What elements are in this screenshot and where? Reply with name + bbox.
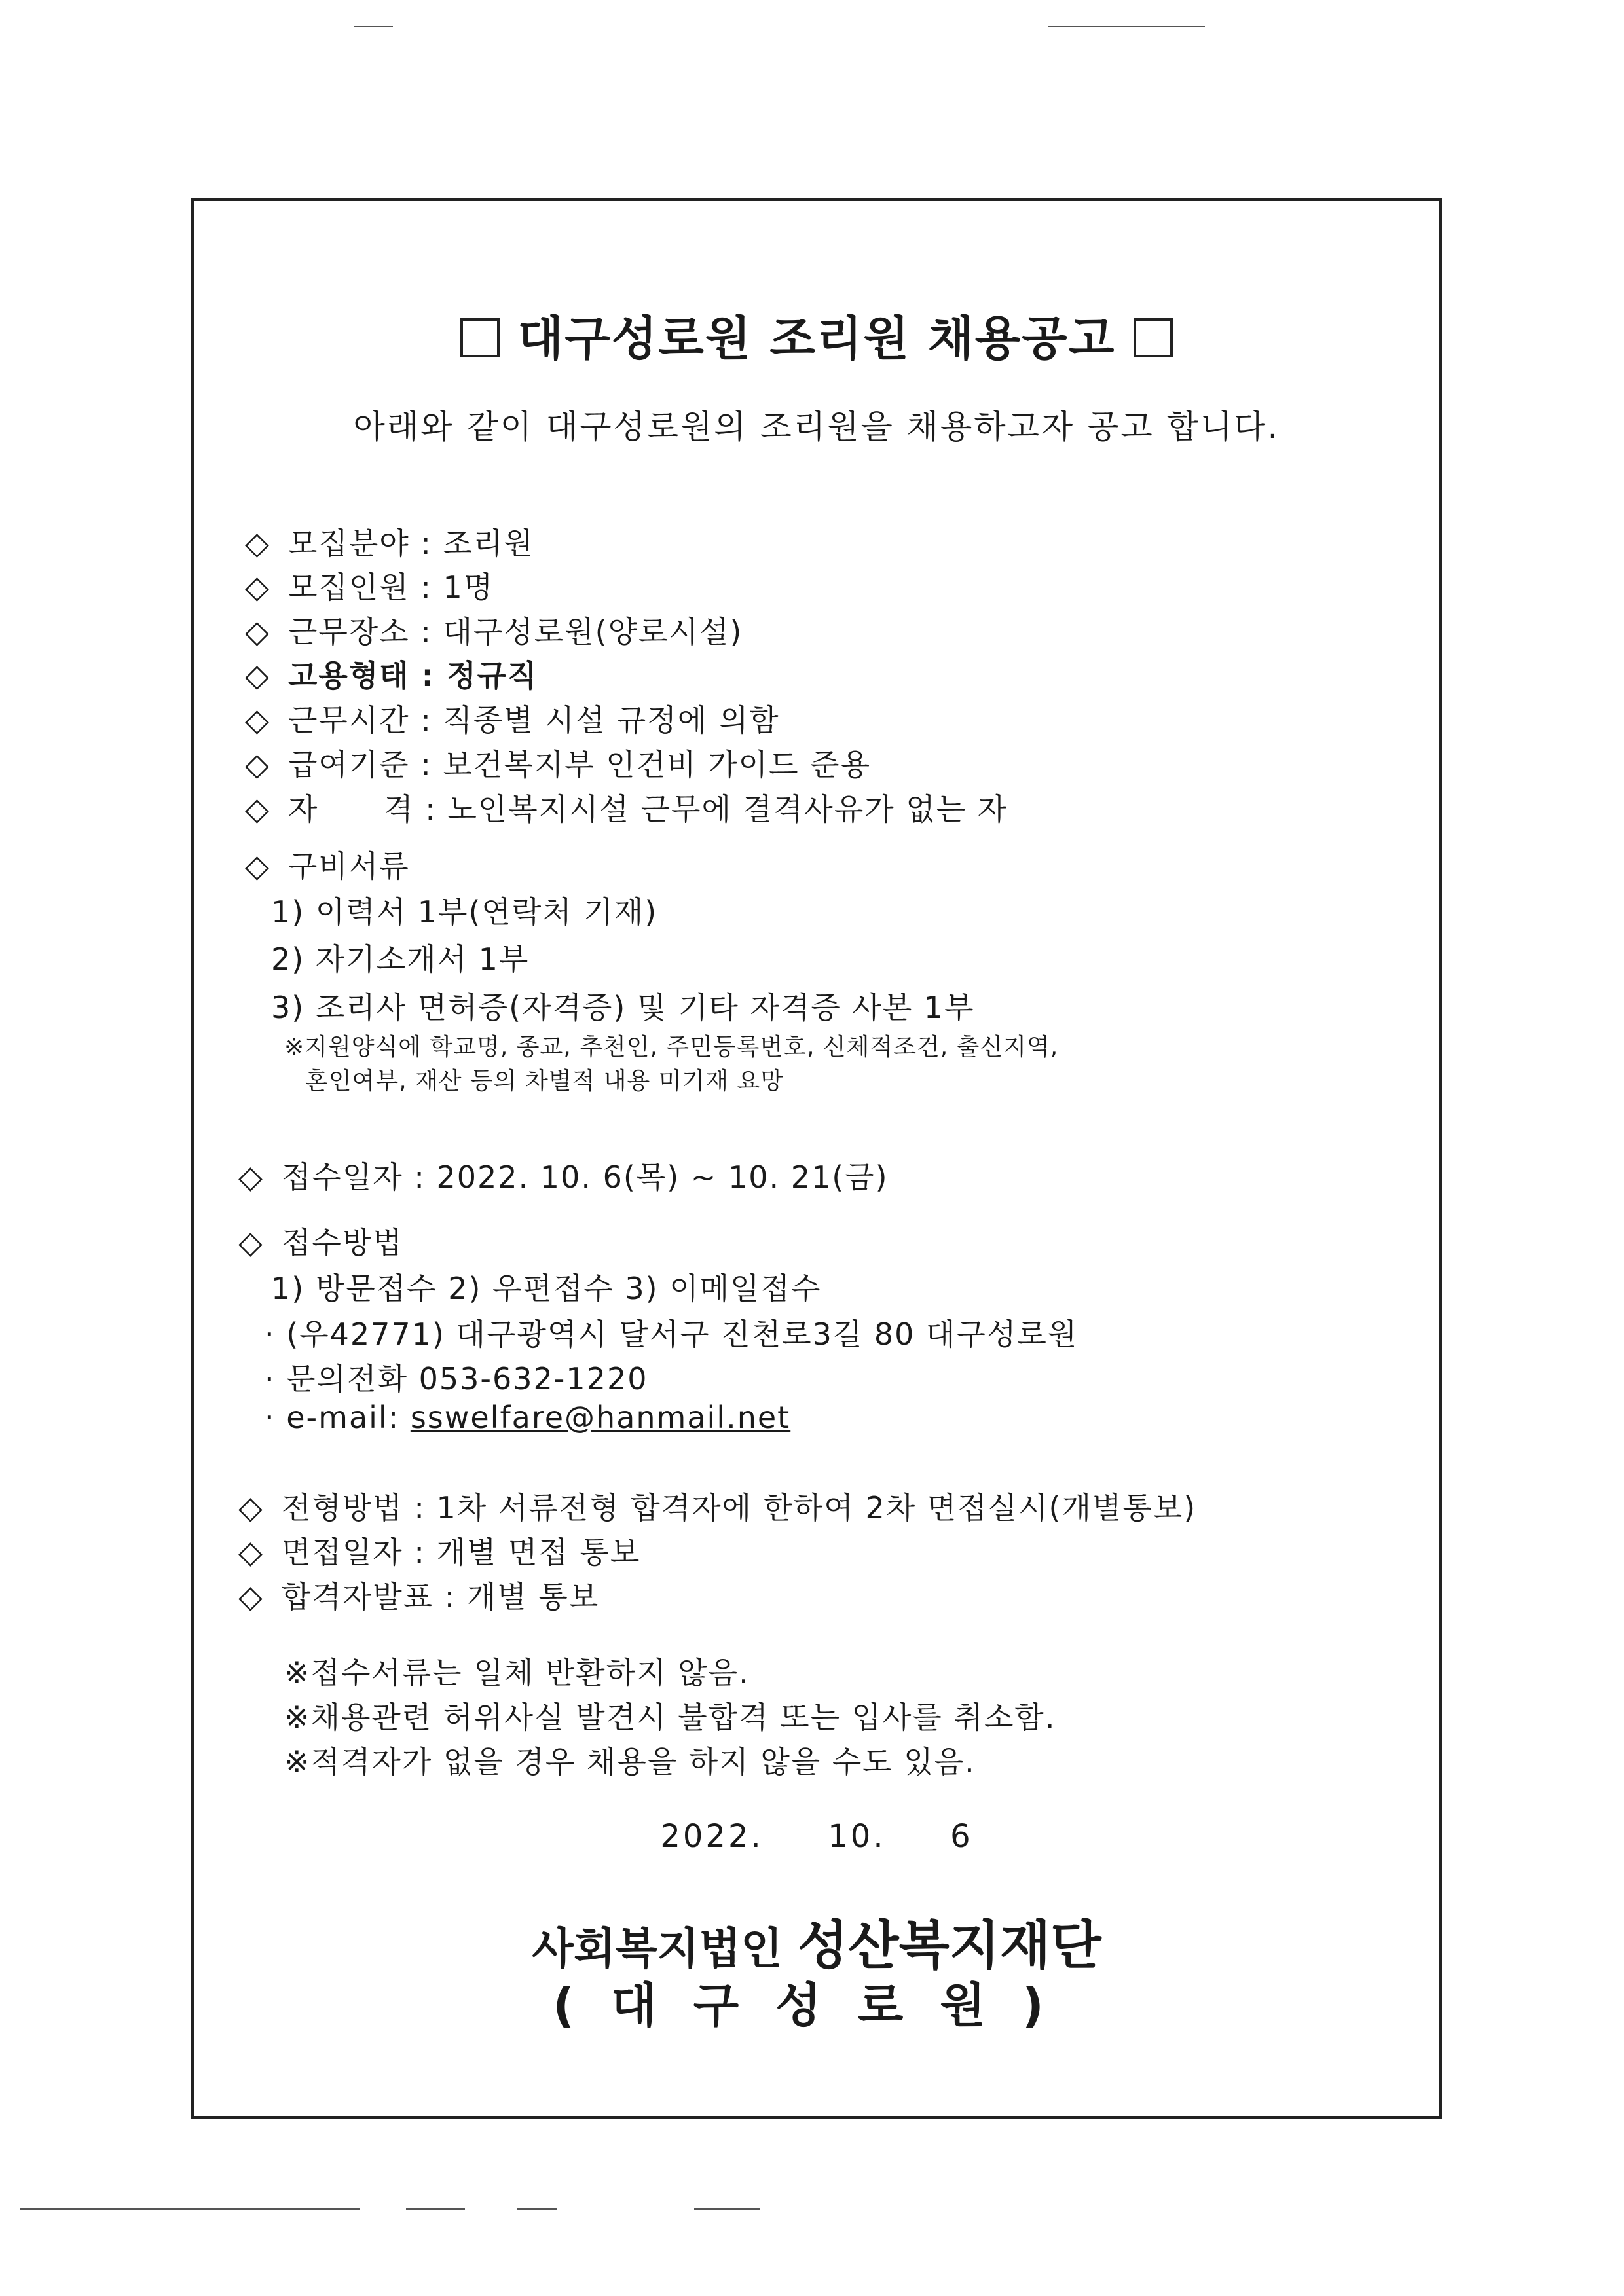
- item-field: ◇ 모집분야 : 조리원: [245, 525, 534, 562]
- item-label: 자 격: [288, 792, 415, 827]
- diamond-icon: ◇: [238, 1534, 264, 1571]
- item-label: 모집분야: [288, 526, 410, 561]
- notice-date: 2022. 10. 6: [660, 1818, 973, 1855]
- selection-value: 1차 서류전형 합격자에 한하여 2차 면접실시(개별통보): [436, 1490, 1197, 1525]
- item-value: 보건복지부 인건비 가이드 준용: [443, 747, 872, 782]
- interview-date: ◇ 면접일자 : 개별 면접 통보: [238, 1534, 641, 1571]
- remark: ※접수서류는 일체 반환하지 않음.: [284, 1655, 750, 1690]
- item-value: 대구성로원(양로시설): [443, 614, 743, 649]
- reception-date: ◇ 접수일자 : 2022. 10. 6(목) ~ 10. 21(금): [238, 1159, 889, 1195]
- diamond-icon: ◇: [238, 1224, 264, 1261]
- remark: ※적격자가 없을 경우 채용을 하지 않을 수도 있음.: [284, 1744, 976, 1779]
- document-note: 혼인여부, 재산 등의 차별적 내용 미기재 요망: [305, 1068, 784, 1095]
- diamond-icon: ◇: [245, 613, 270, 650]
- diamond-icon: ◇: [245, 848, 270, 884]
- item-value: 직종별 시설 규정에 의함: [443, 702, 780, 738]
- announcement-value: 개별 통보: [466, 1579, 600, 1614]
- diamond-icon: ◇: [245, 525, 270, 562]
- document-note: ※지원양식에 학교명, 종교, 추천인, 주민등록번호, 신체적조건, 출신지역,: [284, 1034, 1059, 1061]
- item-salary: ◇ 급여기준 : 보건복지부 인건비 가이드 준용: [245, 746, 872, 783]
- item-employment: ◇ 고용형태 : 정규직: [245, 657, 538, 694]
- diamond-icon: ◇: [245, 657, 270, 694]
- diamond-icon: ◇: [238, 1578, 264, 1615]
- scan-artifact: [354, 26, 393, 27]
- documents-heading: [245, 843, 410, 886]
- diamond-icon: ◇: [245, 702, 270, 738]
- item-label: 고용형태: [288, 658, 410, 693]
- announcement: ◇ 합격자발표 : 개별 통보: [238, 1578, 600, 1615]
- diamond-icon: ◇: [238, 1489, 264, 1526]
- item-label: 모집인원: [288, 570, 410, 605]
- item-label: 근무장소: [288, 614, 410, 649]
- item-value: 노인복지시설 근무에 결격사유가 없는 자: [447, 792, 1008, 827]
- selection-label: 전형방법: [282, 1490, 403, 1525]
- reception-date-value: 2022. 10. 6(목) ~ 10. 21(금): [436, 1159, 889, 1195]
- documents-label: 구비서류: [288, 848, 410, 884]
- org-prefix: 사회복지법인: [532, 1923, 783, 1974]
- selection-method: ◇ 전형방법 : 1차 서류전형 합격자에 한하여 2차 면접실시(개별통보): [238, 1489, 1197, 1526]
- announcement-label: 합격자발표: [282, 1579, 434, 1614]
- remark: ※채용관련 허위사실 발견시 불합격 또는 입사를 취소함.: [284, 1700, 1056, 1735]
- scan-artifact: [517, 2208, 557, 2210]
- item-label: 급여기준: [288, 747, 410, 782]
- item-count: ◇ 모집인원 : 1명: [245, 569, 494, 606]
- reception-method-label: 접수방법: [282, 1225, 403, 1260]
- scan-artifact: [1048, 26, 1205, 27]
- reception-phone: · 문의전화 053-632-1220: [265, 1361, 648, 1396]
- email-prefix: · e-mail:: [265, 1400, 411, 1435]
- diamond-icon: ◇: [245, 791, 270, 828]
- diamond-icon: ◇: [238, 1159, 264, 1195]
- item-value: 정규직: [447, 658, 538, 693]
- scan-artifact: [694, 2208, 760, 2210]
- item-qualification: ◇ 자 격 : 노인복지시설 근무에 결격사유가 없는 자: [245, 791, 1008, 828]
- interview-value: 개별 면접 통보: [436, 1535, 641, 1570]
- notice-title: [194, 301, 1439, 369]
- diamond-icon: ◇: [245, 569, 270, 606]
- square-icon: [1134, 318, 1173, 357]
- title-text: 대구성로원 조리원 채용공고: [517, 311, 1116, 366]
- item-value: 1명: [443, 570, 494, 605]
- document-item: 1) 이력서 1부(연락처 기재): [271, 894, 658, 930]
- notice-frame: [191, 198, 1442, 2119]
- org-name: 성산복지재단: [797, 1915, 1101, 1976]
- interview-label: 면접일자: [282, 1535, 403, 1570]
- intro-text: 아래와 같이 대구성로원의 조리원을 채용하고자 공고 합니다.: [353, 408, 1280, 446]
- reception-date-label: 접수일자: [282, 1159, 403, 1195]
- document-item: 2) 자기소개서 1부: [271, 941, 530, 977]
- item-label: 근무시간: [288, 702, 410, 738]
- reception-method-heading: [238, 1219, 403, 1262]
- scan-artifact: [20, 2208, 360, 2210]
- email-link[interactable]: sswelfare@hanmail.net: [410, 1400, 791, 1435]
- organization-sub: (대구성로원): [553, 1978, 1080, 2033]
- item-hours: ◇ 근무시간 : 직종별 시설 규정에 의함: [245, 702, 780, 738]
- diamond-icon: ◇: [245, 746, 270, 783]
- reception-methods: 1) 방문접수 2) 우편접수 3) 이메일접수: [271, 1271, 822, 1306]
- scan-artifact: [406, 2208, 465, 2210]
- reception-email: [265, 1400, 790, 1435]
- item-location: ◇ 근무장소 : 대구성로원(양로시설): [245, 613, 743, 650]
- item-value: 조리원: [443, 526, 534, 561]
- reception-address: · (우42771) 대구광역시 달서구 진천로3길 80 대구성로원: [265, 1317, 1079, 1352]
- square-icon: [460, 318, 500, 357]
- document-item: 3) 조리사 면허증(자격증) 및 기타 자격증 사본 1부: [271, 990, 975, 1025]
